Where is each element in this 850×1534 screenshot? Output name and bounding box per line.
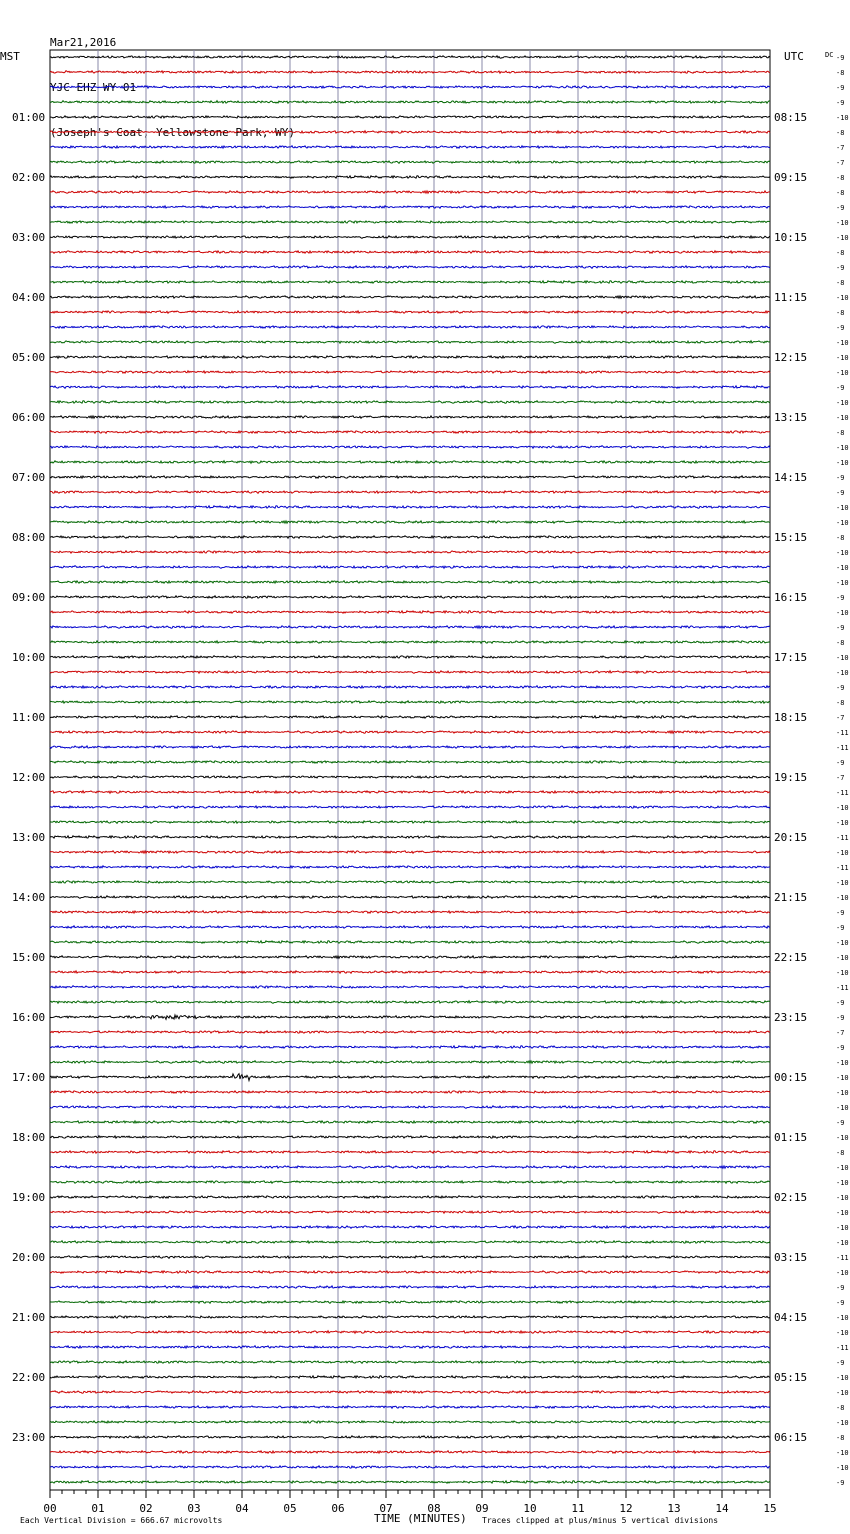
clip-note: Traces clipped at plus/minus 5 vertical divisions (482, 1516, 719, 1525)
x-axis-title: TIME (MINUTES) (374, 1512, 467, 1525)
right-hour-label: 09:15 (774, 171, 808, 184)
right-hour-label: 06:15 (774, 1431, 808, 1444)
trace-row (50, 941, 770, 943)
dc-offset-label: -10 (836, 579, 849, 587)
dc-offset-label: -10 (836, 1179, 849, 1187)
dc-offset-label: -8 (836, 174, 845, 182)
left-hour-label: 21:00 (12, 1311, 46, 1324)
trace-row (50, 551, 770, 553)
dc-offset-label: -8 (836, 534, 845, 542)
trace-row (50, 236, 770, 239)
dc-offset-label: -9 (836, 1359, 845, 1367)
dc-offset-label: -10 (836, 954, 849, 962)
dc-offset-label: -10 (836, 1209, 849, 1217)
dc-offset-label: -10 (836, 669, 849, 677)
dc-offset-label: -10 (836, 399, 849, 407)
dc-offset-label: -10 (836, 879, 849, 887)
dc-title: DC (825, 51, 834, 59)
trace-row (50, 176, 770, 178)
trace-row (50, 746, 770, 749)
dc-offset-label: -9 (836, 684, 845, 692)
dc-offset-label: -8 (836, 639, 845, 647)
x-tick-label: 13 (667, 1502, 681, 1515)
dc-offset-label: -9 (836, 1014, 845, 1022)
dc-offset-label: -10 (836, 1449, 849, 1457)
trace-row (50, 596, 770, 599)
dc-offset-label: -9 (836, 54, 845, 62)
trace-row (50, 1074, 770, 1081)
dc-offset-label: -10 (836, 234, 849, 242)
trace-row (50, 1211, 770, 1214)
trace-row (50, 866, 770, 869)
trace-row (50, 1091, 770, 1094)
left-hour-label: 11:00 (12, 711, 46, 724)
dc-offset-label: -10 (836, 1269, 849, 1277)
dc-offset-label: -7 (836, 774, 845, 782)
trace-row (50, 1451, 770, 1454)
dc-offset-label: -9 (836, 84, 845, 92)
right-axis-title: UTC (784, 50, 804, 63)
left-hour-label: 01:00 (12, 111, 46, 124)
dc-offset-label: -10 (836, 609, 849, 617)
right-hour-label: 17:15 (774, 651, 808, 664)
right-hour-label: 20:15 (774, 831, 808, 844)
right-hour-label: 03:15 (774, 1251, 808, 1264)
trace-row (50, 626, 770, 629)
trace-row (50, 1301, 770, 1304)
left-hour-label: 02:00 (12, 171, 46, 184)
right-hour-label: 19:15 (774, 771, 808, 784)
trace-row (50, 731, 770, 734)
left-hour-label: 12:00 (12, 771, 46, 784)
left-hour-label: 10:00 (12, 651, 46, 664)
trace-row (50, 1136, 770, 1139)
trace-row (50, 161, 770, 164)
dc-offset-label: -10 (836, 114, 849, 122)
dc-offset-label: -8 (836, 1404, 845, 1412)
dc-offset-label: -9 (836, 1299, 845, 1307)
dc-offset-label: -11 (836, 864, 849, 872)
trace-row (50, 116, 770, 119)
trace-row (50, 686, 770, 689)
dc-offset-label: -10 (836, 414, 849, 422)
trace-row (50, 896, 770, 899)
dc-offset-label: -10 (836, 369, 849, 377)
trace-row (50, 1015, 770, 1019)
trace-row (50, 581, 770, 584)
trace-row (50, 266, 770, 269)
x-tick-label: 15 (763, 1502, 777, 1515)
trace-row (50, 836, 770, 839)
dc-offset-label: -10 (836, 1164, 849, 1172)
dc-offset-label: -9 (836, 264, 845, 272)
trace-row (50, 791, 770, 794)
x-tick-label: 10 (523, 1502, 537, 1515)
left-hour-label: 20:00 (12, 1251, 46, 1264)
trace-row (50, 1436, 770, 1439)
trace-row (50, 431, 770, 434)
left-hour-label: 03:00 (12, 231, 46, 244)
dc-offset-label: -10 (836, 504, 849, 512)
x-tick-label: 08 (427, 1502, 441, 1515)
dc-offset-label: -10 (836, 1419, 849, 1427)
trace-row (50, 1466, 770, 1469)
trace-row (50, 1166, 770, 1169)
dc-offset-label: -11 (836, 729, 849, 737)
dc-offset-label: -9 (836, 924, 845, 932)
trace-row (50, 521, 770, 523)
dc-offset-label: -10 (836, 1389, 849, 1397)
x-tick-label: 05 (283, 1502, 297, 1515)
dc-offset-label: -10 (836, 819, 849, 827)
x-tick-label: 09 (475, 1502, 489, 1515)
trace-row (50, 761, 770, 764)
dc-offset-label: -10 (836, 969, 849, 977)
dc-offset-label: -10 (836, 339, 849, 347)
left-hour-label: 07:00 (12, 471, 46, 484)
dc-offset-label: -8 (836, 249, 845, 257)
trace-row (50, 416, 770, 418)
trace-row (50, 1001, 770, 1004)
dc-offset-label: -9 (836, 324, 845, 332)
trace-row (50, 221, 770, 224)
right-hour-label: 05:15 (774, 1371, 808, 1384)
trace-row (50, 1271, 770, 1274)
dc-offset-label: -10 (836, 804, 849, 812)
trace-row (50, 1031, 770, 1034)
dc-offset-label: -11 (836, 984, 849, 992)
dc-offset-label: -7 (836, 714, 845, 722)
trace-row (50, 1241, 770, 1244)
x-tick-label: 07 (379, 1502, 393, 1515)
trace-row (50, 1256, 770, 1259)
dc-offset-label: -10 (836, 894, 849, 902)
right-hour-label: 11:15 (774, 291, 808, 304)
right-hour-label: 23:15 (774, 1011, 808, 1024)
trace-row (50, 701, 770, 704)
trace-row (50, 206, 770, 209)
dc-offset-label: -10 (836, 564, 849, 572)
dc-offset-label: -10 (836, 444, 849, 452)
dc-offset-label: -11 (836, 834, 849, 842)
x-tick-label: 14 (715, 1502, 729, 1515)
trace-row (50, 776, 770, 779)
left-hour-label: 09:00 (12, 591, 46, 604)
dc-offset-label: -10 (836, 519, 849, 527)
left-hour-label: 15:00 (12, 951, 46, 964)
vertical-scale-note: Each Vertical Division = 666.67 microvolts (20, 1516, 223, 1525)
dc-offset-label: -10 (836, 1104, 849, 1112)
x-tick-label: 00 (43, 1502, 57, 1515)
trace-row (50, 821, 770, 824)
dc-offset-label: -9 (836, 759, 845, 767)
trace-row (50, 281, 770, 283)
trace-row (50, 296, 770, 299)
left-hour-label: 23:00 (12, 1431, 46, 1444)
x-tick-label: 11 (571, 1502, 585, 1515)
left-hour-label: 06:00 (12, 411, 46, 424)
trace-row (50, 851, 770, 853)
trace-row (50, 971, 770, 974)
trace-row (50, 1196, 770, 1199)
dc-offset-label: -9 (836, 474, 845, 482)
left-hour-label: 14:00 (12, 891, 46, 904)
trace-row (50, 371, 770, 373)
trace-row (50, 641, 770, 644)
trace-row (50, 656, 770, 659)
trace-row (50, 1046, 770, 1048)
dc-offset-label: -10 (836, 1314, 849, 1322)
dc-offset-label: -10 (836, 294, 849, 302)
dc-offset-label: -8 (836, 279, 845, 287)
trace-row (50, 1481, 770, 1483)
dc-offset-label: -10 (836, 354, 849, 362)
dc-offset-label: -9 (836, 99, 845, 107)
dc-offset-label: -11 (836, 789, 849, 797)
dc-offset-label: -8 (836, 69, 845, 77)
trace-row (50, 1181, 770, 1184)
trace-row (50, 1406, 770, 1409)
left-hour-label: 16:00 (12, 1011, 46, 1024)
trace-row (50, 1391, 770, 1394)
trace-rows (50, 56, 770, 1483)
trace-row (50, 926, 770, 929)
x-tick-label: 06 (331, 1502, 345, 1515)
dc-offset-label: -8 (836, 1149, 845, 1157)
left-hour-label: 08:00 (12, 531, 46, 544)
trace-row (50, 1361, 770, 1364)
trace-row (50, 71, 770, 74)
x-tick-label: 04 (235, 1502, 249, 1515)
dc-offset-label: -11 (836, 1344, 849, 1352)
dc-offset-label: -7 (836, 1029, 845, 1037)
left-hour-label: 17:00 (12, 1071, 46, 1084)
dc-offset-label: -9 (836, 204, 845, 212)
dc-offset-label: -9 (836, 999, 845, 1007)
dc-offset-label: -9 (836, 624, 845, 632)
left-hour-label: 04:00 (12, 291, 46, 304)
right-hour-label: 12:15 (774, 351, 808, 364)
trace-row (50, 476, 770, 479)
trace-row (50, 1421, 770, 1424)
left-axis-title: MST (0, 50, 20, 63)
dc-offset-label: -11 (836, 744, 849, 752)
trace-row (50, 911, 770, 914)
dc-offset-label: -10 (836, 219, 849, 227)
left-hour-label: 05:00 (12, 351, 46, 364)
dc-offset-label: -9 (836, 384, 845, 392)
dc-offset-label: -8 (836, 699, 845, 707)
x-tick-label: 03 (187, 1502, 201, 1515)
trace-row (50, 56, 770, 58)
station-label: YJC EHZ WY 01 (50, 81, 137, 94)
left-hour-label: 18:00 (12, 1131, 46, 1144)
trace-row (50, 1061, 770, 1064)
right-hour-label: 01:15 (774, 1131, 808, 1144)
trace-row (50, 1346, 770, 1349)
dc-offset-label: -9 (836, 1284, 845, 1292)
trace-row (50, 251, 770, 254)
right-hour-label: 00:15 (774, 1071, 808, 1084)
dc-offset-label: -9 (836, 1119, 845, 1127)
dc-offset-label: -11 (836, 1254, 849, 1262)
trace-row (50, 191, 770, 194)
trace-row (50, 986, 770, 989)
right-hour-label: 18:15 (774, 711, 808, 724)
left-hour-label: 22:00 (12, 1371, 46, 1384)
right-hour-label: 22:15 (774, 951, 808, 964)
dc-offset-label: -9 (836, 909, 845, 917)
dc-offset-label: -8 (836, 189, 845, 197)
trace-row (50, 1316, 770, 1319)
dc-offset-label: -8 (836, 429, 845, 437)
trace-row (50, 881, 770, 884)
trace-row (50, 491, 770, 494)
right-hour-label: 14:15 (774, 471, 808, 484)
dc-offset-label: -10 (836, 654, 849, 662)
right-hour-label: 08:15 (774, 111, 808, 124)
trace-row (50, 806, 770, 808)
trace-row (50, 1286, 770, 1288)
dc-offset-label: -10 (836, 1059, 849, 1067)
right-hour-label: 04:15 (774, 1311, 808, 1324)
right-hour-label: 16:15 (774, 591, 808, 604)
trace-row (50, 461, 770, 464)
dc-offset-label: -10 (836, 1089, 849, 1097)
dc-offset-label: -8 (836, 129, 845, 137)
trace-row (50, 446, 770, 449)
trace-row (50, 536, 770, 539)
dc-offset-label: -10 (836, 1464, 849, 1472)
trace-row (50, 146, 770, 149)
dc-offset-label: -10 (836, 1329, 849, 1337)
trace-row (50, 1376, 770, 1378)
right-hour-label: 10:15 (774, 231, 808, 244)
trace-row (50, 326, 770, 329)
left-hour-label: 19:00 (12, 1191, 46, 1204)
trace-row (50, 86, 770, 88)
dc-offset-label: -8 (836, 309, 845, 317)
trace-row (50, 566, 770, 569)
trace-row (50, 131, 770, 134)
dc-offset-label: -7 (836, 144, 845, 152)
trace-row (50, 1226, 770, 1229)
dc-offset-label: -9 (836, 1044, 845, 1052)
dc-offset-label: -9 (836, 594, 845, 602)
dc-offset-label: -10 (836, 1194, 849, 1202)
trace-row (50, 1106, 770, 1109)
trace-row (50, 956, 770, 959)
x-tick-label: 12 (619, 1502, 633, 1515)
trace-row (50, 1121, 770, 1124)
dc-offset-label: -10 (836, 459, 849, 467)
trace-row (50, 1331, 770, 1334)
trace-row (50, 716, 770, 718)
trace-row (50, 341, 770, 344)
dc-offset-label: -10 (836, 849, 849, 857)
trace-row (50, 611, 770, 613)
date-label: Mar21,2016 (50, 36, 117, 49)
trace-row (50, 401, 770, 404)
trace-row (50, 311, 770, 314)
dc-offset-label: -10 (836, 1239, 849, 1247)
dc-offset-label: -9 (836, 1479, 845, 1487)
trace-row (50, 506, 770, 509)
x-tick-label: 01 (91, 1502, 105, 1515)
left-hour-label: 13:00 (12, 831, 46, 844)
dc-offset-label: -9 (836, 489, 845, 497)
trace-row (50, 671, 770, 674)
dc-offset-label: -10 (836, 1224, 849, 1232)
trace-row (50, 101, 770, 104)
right-hour-label: 15:15 (774, 531, 808, 544)
location-label: (Joseph's Coat, Yellowstone Park, WY) (50, 126, 296, 139)
trace-row (50, 386, 770, 389)
right-hour-label: 21:15 (774, 891, 808, 904)
right-hour-label: 13:15 (774, 411, 808, 424)
right-hour-label: 02:15 (774, 1191, 808, 1204)
dc-offset-label: -7 (836, 159, 845, 167)
dc-offset-label: -10 (836, 1374, 849, 1382)
dc-offset-label: -10 (836, 939, 849, 947)
x-tick-label: 02 (139, 1502, 153, 1515)
dc-offset-label: -10 (836, 1134, 849, 1142)
trace-row (50, 356, 770, 359)
dc-offset-label: -10 (836, 1074, 849, 1082)
dc-offset-label: -8 (836, 1434, 845, 1442)
dc-offset-label: -10 (836, 549, 849, 557)
trace-row (50, 1151, 770, 1153)
